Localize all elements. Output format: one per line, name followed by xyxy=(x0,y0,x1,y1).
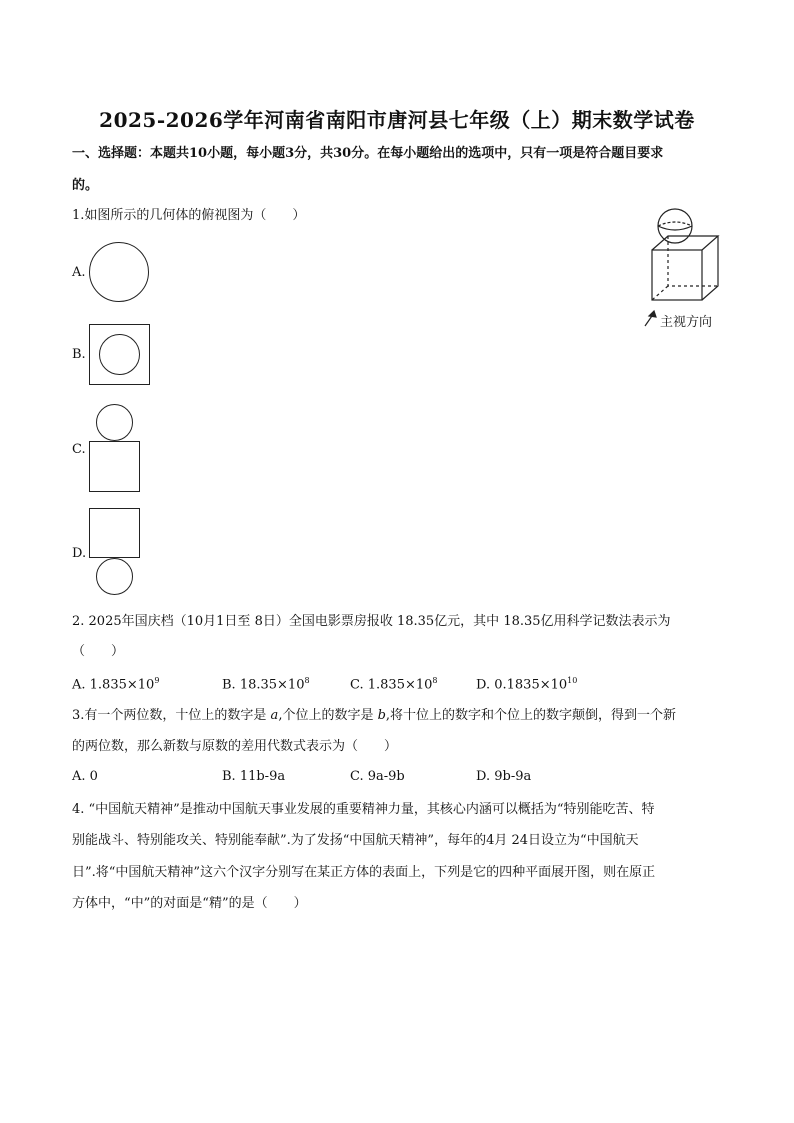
q1-option-c-label: C. xyxy=(72,442,86,457)
q3-option-c: C. 9a-9b xyxy=(350,769,405,784)
q2-option-a: A. $1.835\times 10^9$ xyxy=(72,676,160,693)
section-heading-line1: 一、选择题：本题共10小题，每小题3分，共30分。在每小题给出的选项中，只有一项是符合题目要求 xyxy=(72,146,664,161)
q1-option-b-circle xyxy=(99,334,140,375)
cube-top-face xyxy=(652,236,718,250)
section-heading-line2: 的。 xyxy=(72,178,99,193)
section-heading xyxy=(72,144,724,164)
q1-option-d-circle xyxy=(96,558,133,595)
sphere-equator-back xyxy=(658,222,692,226)
q2-option-c: C. $1.835\times 10^8$ xyxy=(350,676,438,693)
q1-option-b-label: B. xyxy=(72,347,86,362)
question-4-line4: 方体中，“中”的对面是“精”的是（ ） xyxy=(72,896,307,911)
q3-option-b: B. 11b-9a xyxy=(222,769,286,784)
q1-figure-caption: 主视方向 xyxy=(660,315,713,330)
q1-option-c-circle xyxy=(96,404,133,441)
sphere-shape xyxy=(658,209,692,243)
q3-option-a: A. 0 xyxy=(72,769,98,784)
q3-option-d: D. 9b-9a xyxy=(476,769,532,784)
sphere-equator xyxy=(658,226,692,230)
cube-right-face xyxy=(702,236,718,300)
question-4-line1: 4. “中国航天精神”是推动中国航天事业发展的重要精神力量，其核心内涵可以概括为“特别能吃苦、特 xyxy=(72,802,655,817)
view-direction-arrow-icon xyxy=(645,311,656,326)
question-4-line3: 日”.将“中国航天精神”这六个汉字分别写在某正方体的表面上，下列是它的四种平面展开图，则在原正 xyxy=(72,865,656,880)
q1-option-c-square xyxy=(89,441,140,492)
q2-option-d: D. $0.1835\times 10^{10}$ xyxy=(476,676,578,693)
question-1-stem: 1.如图所示的几何体的俯视图为（ ） xyxy=(72,208,306,223)
q1-option-d-label: D. xyxy=(72,546,87,561)
cube-hidden-edge-diag xyxy=(652,286,668,300)
question-2-stem-cont: （ ） xyxy=(72,644,125,659)
page-title: 2025-2026学年河南省南阳市唐河县七年级（上）期末数学试卷 xyxy=(99,108,695,132)
section-heading-cont xyxy=(72,176,724,196)
q1-option-d-square xyxy=(89,508,140,558)
cube-front-face xyxy=(652,250,702,300)
q1-option-a-circle xyxy=(89,242,149,302)
question-3-stem: 3.有一个两位数，十位上的数字是 a,个位上的数字是 b,将十位上的数字和个位上的数字颠倒，得到一个新 xyxy=(72,708,677,723)
q1-option-a-label: A. xyxy=(72,265,86,280)
question-2-stem: 2. 2025年国庆档（10月1日至 8日）全国电影票房报收 18.35亿元，其中 18.35亿用科学记数法表示为 xyxy=(72,614,671,629)
q2-option-b: B. $18.35\times 10^8$ xyxy=(222,676,310,693)
question-3-stem-cont: 的两位数，那么新数与原数的差用代数式表示为（ ） xyxy=(72,739,398,754)
question-4-line2: 别能战斗、特别能攻关、特别能奉献”.为了发扬“中国航天精神”，每年的4月 24日设立为“中国航天 xyxy=(72,833,639,848)
